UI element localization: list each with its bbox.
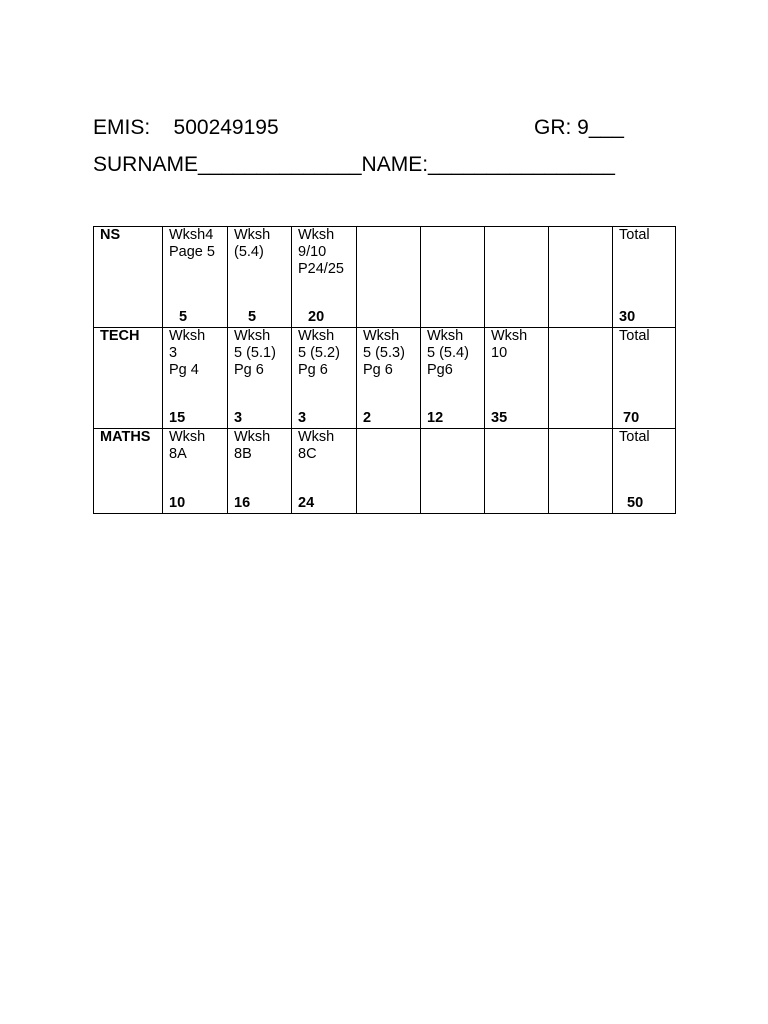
subject-label: MATHS xyxy=(100,429,151,445)
table-row xyxy=(94,429,676,514)
mark-cell xyxy=(228,328,292,429)
task-label: Wksh (5.4) xyxy=(234,227,271,260)
mark-cell xyxy=(421,429,485,514)
mark-cell xyxy=(549,328,613,429)
mark-cell xyxy=(163,429,228,514)
task-score: 10 xyxy=(169,495,186,511)
task-label: Wksh 3 Pg 4 xyxy=(169,328,206,378)
task-score: 5 xyxy=(248,309,257,325)
subject-cell xyxy=(94,429,163,514)
mark-cell xyxy=(485,429,549,514)
mark-cell xyxy=(163,227,228,328)
task-score: 30 xyxy=(619,309,636,325)
mark-cell xyxy=(357,328,421,429)
task-label: Wksh 5 (5.2) Pg 6 xyxy=(298,328,340,378)
grade-field: GR: 9___ xyxy=(534,116,624,139)
subject-label: TECH xyxy=(100,328,140,344)
surname-field: SURNAME______________ xyxy=(93,153,362,176)
task-label: Wksh 8C xyxy=(298,429,335,462)
mark-cell xyxy=(549,429,613,514)
task-score: 12 xyxy=(427,410,444,426)
task-score: 70 xyxy=(623,410,640,426)
emis-label: EMIS: xyxy=(93,116,151,139)
mark-cell xyxy=(292,227,357,328)
task-score: 15 xyxy=(169,410,186,426)
task-label: Total xyxy=(619,227,650,243)
mark-cell xyxy=(485,227,549,328)
task-label: Wksh 9/10 P24/25 xyxy=(298,227,344,277)
mark-cell xyxy=(613,227,676,328)
mark-cell xyxy=(228,429,292,514)
task-label: Wksh 8A xyxy=(169,429,206,462)
mark-cell xyxy=(163,328,228,429)
task-label: Wksh 5 (5.3) Pg 6 xyxy=(363,328,405,378)
marks-table xyxy=(93,226,676,514)
mark-cell xyxy=(485,328,549,429)
task-score: 24 xyxy=(298,495,315,511)
task-score: 16 xyxy=(234,495,251,511)
mark-cell xyxy=(421,328,485,429)
mark-cell xyxy=(613,429,676,514)
task-score: 5 xyxy=(179,309,188,325)
subject-cell xyxy=(94,328,163,429)
name-line xyxy=(93,153,615,177)
name-field: NAME:________________ xyxy=(361,153,615,176)
task-score: 2 xyxy=(363,410,372,426)
emis-value: 500249195 xyxy=(173,116,279,139)
mark-cell xyxy=(292,429,357,514)
subject-label: NS xyxy=(100,227,121,243)
mark-cell xyxy=(549,227,613,328)
task-label: Wksh 5 (5.1) Pg 6 xyxy=(234,328,276,378)
mark-cell xyxy=(228,227,292,328)
emis-line xyxy=(93,116,673,140)
task-score: 3 xyxy=(234,410,243,426)
task-score: 35 xyxy=(491,410,508,426)
table-row xyxy=(94,227,676,328)
task-label: Wksh4 Page 5 xyxy=(169,227,215,260)
mark-cell xyxy=(357,227,421,328)
task-score: 50 xyxy=(627,495,644,511)
mark-cell xyxy=(421,227,485,328)
mark-cell xyxy=(613,328,676,429)
task-score: 3 xyxy=(298,410,307,426)
subject-cell xyxy=(94,227,163,328)
task-label: Wksh 5 (5.4) Pg6 xyxy=(427,328,469,378)
task-label: Wksh 8B xyxy=(234,429,271,462)
mark-cell xyxy=(292,328,357,429)
task-label: Wksh 10 xyxy=(491,328,528,361)
mark-cell xyxy=(357,429,421,514)
table-row xyxy=(94,328,676,429)
task-label: Total xyxy=(619,429,650,445)
task-label: Total xyxy=(619,328,650,344)
task-score: 20 xyxy=(308,309,325,325)
